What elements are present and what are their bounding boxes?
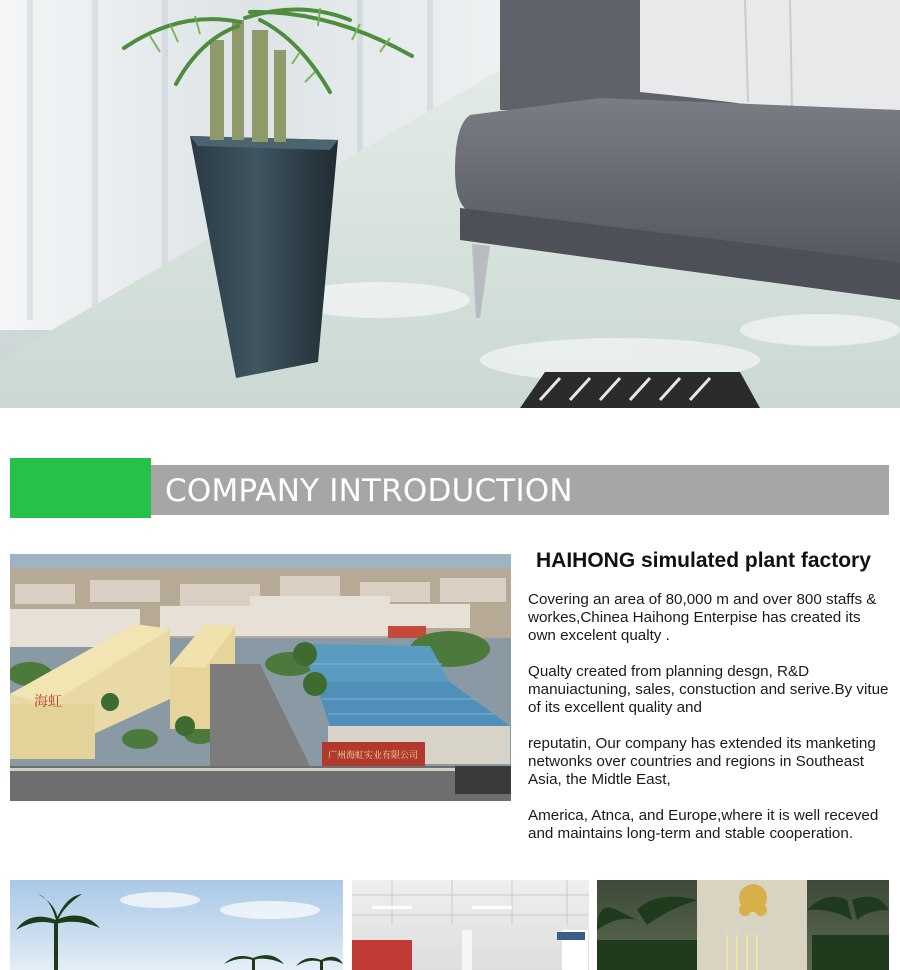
factory-gate-sign: 广州海虹实业有限公司 <box>327 751 419 761</box>
intro-heading: HAIHONG simulated plant factory <box>536 549 871 572</box>
hero-illustration <box>0 0 900 408</box>
header-accent-block <box>10 458 151 518</box>
factory-illustration <box>10 554 511 801</box>
intro-paragraph-2: Qualty created from planning desgn, R&D manuiactuning, sales, constuction and serive.By vitue of its excellent quality and <box>528 663 889 716</box>
factory-roof-sign: 海虹 <box>34 694 62 710</box>
hero-photo <box>0 0 900 408</box>
showroom-illustration <box>597 880 889 970</box>
factory-interior-illustration <box>352 880 589 970</box>
factory-aerial-photo <box>10 554 511 801</box>
intro-paragraph-1: Covering an area of 80,000 m and over 800 staffs & workes,Chinea Haihong Enterpise has created its own excelent qualty . <box>528 591 877 644</box>
showroom-photo <box>597 880 889 970</box>
section-title: COMPANY INTRODUCTION <box>165 473 573 509</box>
palm-trees-photo <box>10 880 343 970</box>
intro-paragraph-3: reputatin, Our company has extended its manketing netwonks over countries and regions in Southeast Asia, the Midtle East, <box>528 735 876 788</box>
factory-interior-photo <box>352 880 589 970</box>
intro-paragraph-4: America, Atnca, and Europe,where it is well receved and maintains long-term and stable cooperation. <box>528 807 879 842</box>
palm-trees-illustration <box>10 880 343 970</box>
section-header <box>10 458 889 518</box>
